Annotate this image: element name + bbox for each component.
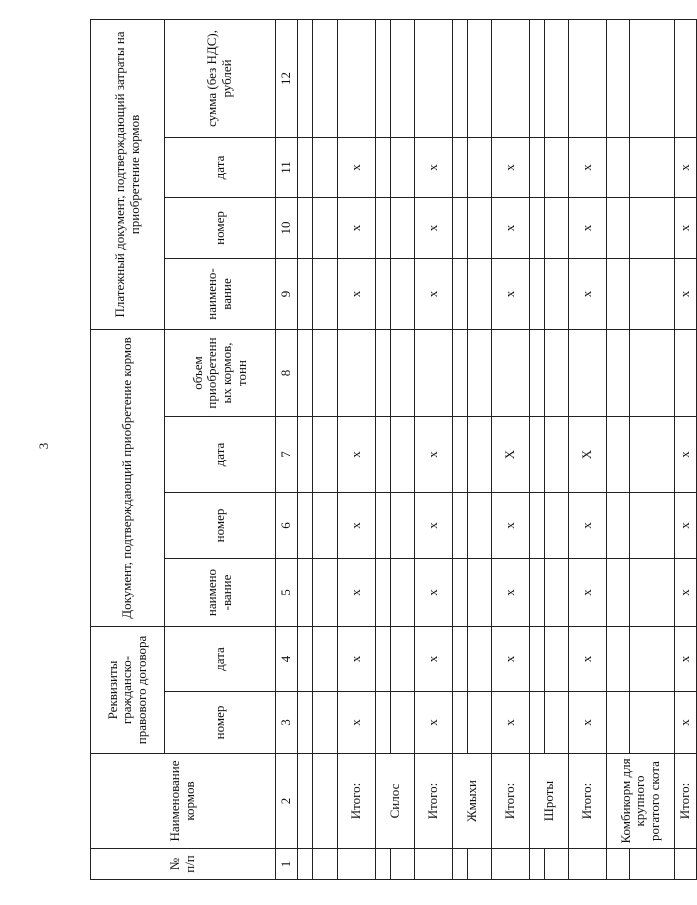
table-cell <box>607 197 630 258</box>
table-cell <box>415 849 453 880</box>
x-mark: х <box>338 627 376 692</box>
table-cell <box>545 493 569 559</box>
table-cell <box>313 627 338 692</box>
x-mark: х <box>415 417 453 493</box>
page-number: 3 <box>36 442 51 450</box>
table-cell <box>468 849 492 880</box>
feed-group-meal: Шроты <box>530 754 569 849</box>
table-cell <box>630 559 675 627</box>
table-cell <box>313 137 338 197</box>
table-cell <box>530 137 545 197</box>
x-mark: х <box>492 493 530 559</box>
table-cell <box>453 417 468 493</box>
header-feed-name: Наименование кормов <box>91 754 276 849</box>
x-mark: х <box>338 493 376 559</box>
table-cell <box>530 627 545 692</box>
table-cell <box>376 849 391 880</box>
feed-group-compound-feed: Комбикорм для крупного рогатого скота <box>607 754 675 849</box>
table-cell <box>298 329 313 416</box>
total-label: Итого: <box>569 754 607 849</box>
x-mark: х <box>569 493 607 559</box>
x-mark: х <box>675 559 697 627</box>
table-cell <box>530 197 545 258</box>
table-cell <box>313 493 338 559</box>
table-cell <box>376 417 391 493</box>
table-cell <box>468 329 492 416</box>
table-cell <box>468 627 492 692</box>
x-mark: х <box>338 417 376 493</box>
table-cell <box>298 559 313 627</box>
total-sum-cell <box>569 19 607 137</box>
column-number: 1 <box>276 849 298 880</box>
table-cell <box>569 849 607 880</box>
x-mark: х <box>338 258 376 329</box>
table-cell <box>313 692 338 754</box>
table-cell <box>545 329 569 416</box>
table-cell <box>545 19 569 137</box>
total-row <box>338 19 376 879</box>
x-mark: х <box>492 258 530 329</box>
table-cell <box>376 627 391 692</box>
total-sum-cell <box>492 19 530 137</box>
total-label: Итого: <box>675 754 697 849</box>
table-cell <box>630 137 675 197</box>
x-mark: х <box>415 137 453 197</box>
total-label: Итого: <box>338 754 376 849</box>
table-cell <box>453 258 468 329</box>
x-mark: х <box>569 692 607 754</box>
total-row <box>675 19 697 879</box>
table-cell <box>468 19 492 137</box>
table-cell <box>468 137 492 197</box>
table-cell <box>530 258 545 329</box>
total-row <box>415 19 453 879</box>
header-document-number: номер <box>165 493 276 559</box>
table-cell <box>391 19 415 137</box>
header-contract-date: дата <box>165 627 276 692</box>
table-cell <box>545 197 569 258</box>
table-cell <box>376 493 391 559</box>
table-cell <box>607 559 630 627</box>
table-cell <box>630 258 675 329</box>
table-cell <box>453 493 468 559</box>
table-cell <box>376 692 391 754</box>
table-cell <box>453 19 468 137</box>
table-cell <box>530 559 545 627</box>
table-cell <box>607 329 630 416</box>
table-cell <box>453 197 468 258</box>
x-mark: х <box>492 559 530 627</box>
header-payment-sum: сумма (без НДС), рублей <box>165 19 276 137</box>
table-cell <box>313 258 338 329</box>
table-cell <box>607 137 630 197</box>
header-volume: объем приобретенн ых кормов, тонн <box>165 329 276 416</box>
table-cell <box>391 559 415 627</box>
column-number: 2 <box>276 754 298 849</box>
table-cell <box>298 493 313 559</box>
table-cell <box>298 258 313 329</box>
x-mark: х <box>675 627 697 692</box>
feed-group-oilcake: Жмыхи <box>453 754 492 849</box>
table-cell <box>530 417 545 493</box>
table-cell <box>545 559 569 627</box>
feed-group-silage: Силос <box>376 754 415 849</box>
x-mark: х <box>338 197 376 258</box>
table-cell <box>376 329 391 416</box>
table-cell <box>630 329 675 416</box>
header-document-date: дата <box>165 417 276 493</box>
table-cell <box>376 258 391 329</box>
column-number: 3 <box>276 692 298 754</box>
table-cell <box>298 627 313 692</box>
header-payment-name: наимено-вание <box>165 258 276 329</box>
table-cell <box>298 754 313 849</box>
x-mark: х <box>569 559 607 627</box>
table-cell <box>607 627 630 692</box>
table-cell <box>492 849 530 880</box>
table-cell <box>545 849 569 880</box>
feed-purchase-table <box>90 19 697 880</box>
x-mark-upper: Х <box>492 417 530 493</box>
x-mark: х <box>675 692 697 754</box>
table-cell <box>391 493 415 559</box>
table-cell <box>630 849 675 880</box>
table-cell <box>376 19 391 137</box>
table-cell <box>298 197 313 258</box>
table-cell <box>630 627 675 692</box>
table-cell <box>630 197 675 258</box>
table-row <box>313 19 338 879</box>
table-cell <box>298 692 313 754</box>
total-volume-cell <box>569 329 607 416</box>
table-row <box>630 19 675 879</box>
total-row <box>492 19 530 879</box>
table-cell <box>530 329 545 416</box>
table-cell <box>453 137 468 197</box>
table-cell <box>313 329 338 416</box>
x-mark: х <box>492 197 530 258</box>
x-mark: х <box>569 627 607 692</box>
table-row <box>468 19 492 879</box>
header-contract-number: номер <box>165 692 276 754</box>
rotated-table-container <box>90 20 693 880</box>
table-cell <box>545 417 569 493</box>
table-cell <box>391 329 415 416</box>
table-cell <box>313 849 338 880</box>
x-mark: х <box>492 137 530 197</box>
table-cell <box>376 137 391 197</box>
column-number: 12 <box>276 19 298 137</box>
table-cell <box>338 849 376 880</box>
header-row-no: № п/п <box>91 849 276 880</box>
total-volume-cell <box>675 329 697 416</box>
x-mark: х <box>338 559 376 627</box>
x-mark: х <box>675 258 697 329</box>
table-cell <box>607 417 630 493</box>
header-document-name: наимено -вание <box>165 559 276 627</box>
header-contract: Реквизиты гражданско-правового договора <box>91 627 165 754</box>
header-payment-number: номер <box>165 197 276 258</box>
table-row <box>545 19 569 879</box>
table-cell <box>545 692 569 754</box>
table-cell <box>530 849 545 880</box>
table-cell <box>298 19 313 137</box>
header-row-2 <box>165 19 276 879</box>
table-cell <box>468 692 492 754</box>
table-cell <box>630 493 675 559</box>
total-volume-cell <box>415 329 453 416</box>
total-volume-cell <box>492 329 530 416</box>
table-cell <box>468 559 492 627</box>
x-mark: х <box>675 197 697 258</box>
column-number: 8 <box>276 329 298 416</box>
table-cell <box>391 258 415 329</box>
table-cell <box>453 692 468 754</box>
table-cell <box>530 493 545 559</box>
table-cell <box>391 137 415 197</box>
table-cell <box>453 329 468 416</box>
x-mark: х <box>415 493 453 559</box>
table-cell <box>607 849 630 880</box>
table-cell <box>545 258 569 329</box>
table-row <box>376 19 391 879</box>
table-cell <box>313 197 338 258</box>
table-cell <box>298 417 313 493</box>
x-mark: х <box>675 417 697 493</box>
x-mark: х <box>415 197 453 258</box>
table-cell <box>468 258 492 329</box>
total-sum-cell <box>675 19 697 137</box>
column-numbers-row <box>276 19 298 879</box>
table-cell <box>607 19 630 137</box>
x-mark: х <box>415 559 453 627</box>
table-cell <box>391 197 415 258</box>
feed-purchase-table-wrapper <box>90 20 693 880</box>
column-number: 7 <box>276 417 298 493</box>
column-number: 10 <box>276 197 298 258</box>
x-mark: х <box>492 627 530 692</box>
x-mark: х <box>338 692 376 754</box>
x-mark: х <box>415 692 453 754</box>
table-cell <box>391 849 415 880</box>
total-volume-cell <box>338 329 376 416</box>
x-mark-upper: Х <box>569 417 607 493</box>
table-cell <box>530 19 545 137</box>
table-row <box>298 19 313 879</box>
x-mark: х <box>569 137 607 197</box>
table-cell <box>630 692 675 754</box>
table-row <box>391 19 415 879</box>
column-number: 11 <box>276 137 298 197</box>
total-label: Итого: <box>492 754 530 849</box>
table-cell <box>630 417 675 493</box>
table-cell <box>391 627 415 692</box>
table-cell <box>313 417 338 493</box>
table-row <box>530 19 545 879</box>
x-mark: х <box>675 137 697 197</box>
total-sum-cell <box>415 19 453 137</box>
table-row <box>607 19 630 879</box>
x-mark: х <box>415 258 453 329</box>
table-cell <box>453 559 468 627</box>
table-cell <box>453 627 468 692</box>
x-mark: х <box>492 692 530 754</box>
table-cell <box>376 559 391 627</box>
total-row <box>569 19 607 879</box>
x-mark: х <box>675 493 697 559</box>
table-cell <box>607 692 630 754</box>
table-cell <box>607 493 630 559</box>
header-document: Документ, подтверждающий приобретение кормов <box>91 329 165 626</box>
table-cell <box>453 849 468 880</box>
header-payment-date: дата <box>165 137 276 197</box>
x-mark: х <box>569 197 607 258</box>
table-cell <box>530 692 545 754</box>
table-cell <box>607 258 630 329</box>
column-number: 9 <box>276 258 298 329</box>
table-cell <box>313 754 338 849</box>
column-number: 4 <box>276 627 298 692</box>
table-cell <box>298 849 313 880</box>
table-cell <box>376 197 391 258</box>
table-cell <box>391 692 415 754</box>
x-mark: х <box>569 258 607 329</box>
table-cell <box>630 19 675 137</box>
header-payment: Платежный документ, подтверждающий затраты на приобретение кормов <box>91 19 165 329</box>
table-cell <box>313 19 338 137</box>
table-cell <box>298 137 313 197</box>
total-sum-cell <box>338 19 376 137</box>
table-cell <box>675 849 697 880</box>
table-row <box>453 19 468 879</box>
x-mark: х <box>338 137 376 197</box>
table-cell <box>545 137 569 197</box>
table-cell <box>468 417 492 493</box>
table-cell <box>313 559 338 627</box>
table-cell <box>545 627 569 692</box>
table-cell <box>468 197 492 258</box>
x-mark: х <box>415 627 453 692</box>
total-label: Итого: <box>415 754 453 849</box>
table-cell <box>468 493 492 559</box>
column-number: 5 <box>276 559 298 627</box>
table-cell <box>391 417 415 493</box>
header-row-1 <box>91 19 165 879</box>
column-number: 6 <box>276 493 298 559</box>
